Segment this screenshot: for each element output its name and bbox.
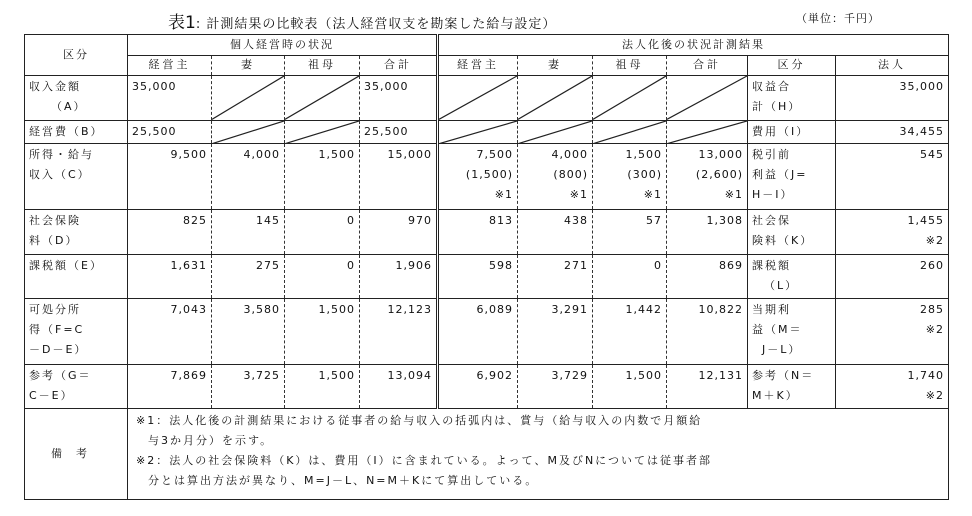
cell-value: 1,500 [285,364,360,408]
table-row: 可処分所 得（F=C －D－E） 7,043 3,580 1,500 12,123 6,089 3,291 1,442 10,822 当期利 益（M＝ J－L） 285 ※2 [25,298,949,364]
diagonal-blank [212,76,285,120]
col-header: 祖母 [285,55,360,76]
remarks-label: 備考 [25,409,128,500]
table-title [168,8,556,33]
cell-value: 271 [518,254,593,298]
cell-value: 34,455 [836,120,949,144]
cell-value: 6,089 [438,298,518,364]
cell-value: 3,291 [518,298,593,364]
table-row: 社会保険 料（D） 825 145 0 970 813 438 57 1,308 社会保 険料（K） 1,455 ※2 [25,210,949,254]
cell-value: 0 [593,254,667,298]
cell-value: 9,500 [128,144,212,210]
cell-value: 13,094 [360,364,438,408]
col-header: 経営主 [438,55,518,76]
cell-value: 35,000 [836,76,949,120]
diagonal-blank [518,120,593,144]
cell-value: 35,000 [360,76,438,120]
cell-value: 1,906 [360,254,438,298]
cell-value: 598 [438,254,518,298]
diagonal-blank [593,120,667,144]
cell-value: 1,442 [593,298,667,364]
diagonal-blank [438,76,518,120]
cell-value: 35,000 [128,76,212,120]
col-header: 区分 [748,55,836,76]
cell-value: 10,822 [667,298,748,364]
cell-value: 25,500 [360,120,438,144]
note-line: 与3か月分）を示す。 [148,434,274,448]
table-row: 経営費（B） 25,500 25,500 費用（I） 34,455 [25,120,949,144]
cell-value: 1,631 [128,254,212,298]
cell-value: 275 [212,254,285,298]
cell-value: 12,131 [667,364,748,408]
diagonal-blank [438,120,518,144]
cell-value: 1,308 [667,210,748,254]
cell-value: 260 [836,254,949,298]
col-header: 合計 [360,55,438,76]
cell-value: 15,000 [360,144,438,210]
cell-value: 57 [593,210,667,254]
note-line: ※1：法人化後の計測結果における従事者の給与収入の括弧内は、賞与（給与収入の内数で月額給 [136,414,703,428]
col-header: 妻 [518,55,593,76]
cell-value: 1,500 [593,364,667,408]
col-header: 合計 [667,55,748,76]
cell-value: 6,902 [438,364,518,408]
cell-value: 0 [285,210,360,254]
table-title-text: : 計測結果の比較表（法人経営収支を勘案した給与設定） [195,17,557,32]
cell-value: 438 [518,210,593,254]
table-number: 表1 [168,13,196,33]
col-header: 祖母 [593,55,667,76]
col-header: 経営主 [128,55,212,76]
header-houjin: 法人化後の状況計測結果 [438,35,949,56]
diagonal-blank [667,76,748,120]
cell-value: 1,500 [285,144,360,210]
diagonal-blank [212,120,285,144]
cell-value: 545 [836,144,949,210]
diagonal-blank [667,120,748,144]
cell-value: 7,043 [128,298,212,364]
comparison-table [24,34,949,500]
diagonal-blank [285,76,360,120]
header-kubun: 区分 [25,35,128,76]
cell-value: 825 [128,210,212,254]
diagonal-blank [593,76,667,120]
cell-value: 4,000 [212,144,285,210]
col-header: 法人 [836,55,949,76]
table-row: 所得・給与 収入（C） 9,500 4,000 1,500 15,000 7,500 (1,500) ※1 4,000 (800) ※1 1,500 (300) ※1 13,000 (2,600) ※1 税引前 利益（J= H－I） 545 [25,144,949,210]
remarks-row [25,409,949,500]
cell-value: 3,580 [212,298,285,364]
cell-value: 1,500 [285,298,360,364]
cell-value: 7,869 [128,364,212,408]
diagonal-blank [285,120,360,144]
cell-value: 970 [360,210,438,254]
unit-label: （単位：千円） [796,12,880,25]
cell-value: 3,725 [212,364,285,408]
note-line: ※2：法人の社会保険料（K）は、費用（I）に含まれている。よって、M及びNについては従事者部 [136,454,712,468]
header-kojin: 個人経営時の状況 [128,35,438,56]
col-header: 妻 [212,55,285,76]
cell-value: 25,500 [128,120,212,144]
note-line: 分とは算出方法が異なり、M=J－L、N=M＋Kにて算出している。 [148,474,539,488]
diagonal-blank [518,76,593,120]
cell-value: 3,729 [518,364,593,408]
table-row: 課税額（E） 1,631 275 0 1,906 598 271 0 869 課税額 （L） 260 [25,254,949,298]
cell-value: 0 [285,254,360,298]
cell-value: 869 [667,254,748,298]
cell-value: 12,123 [360,298,438,364]
cell-value: 813 [438,210,518,254]
table-row: 収入金額 （A） 35,000 35,000 収益合 計（H） 35,000 [25,76,949,120]
cell-value: 145 [212,210,285,254]
table-row: 参考（G＝ C－E） 7,869 3,725 1,500 13,094 6,902 3,729 1,500 12,131 参考（N＝ M＋K） 1,740 ※2 [25,364,949,408]
